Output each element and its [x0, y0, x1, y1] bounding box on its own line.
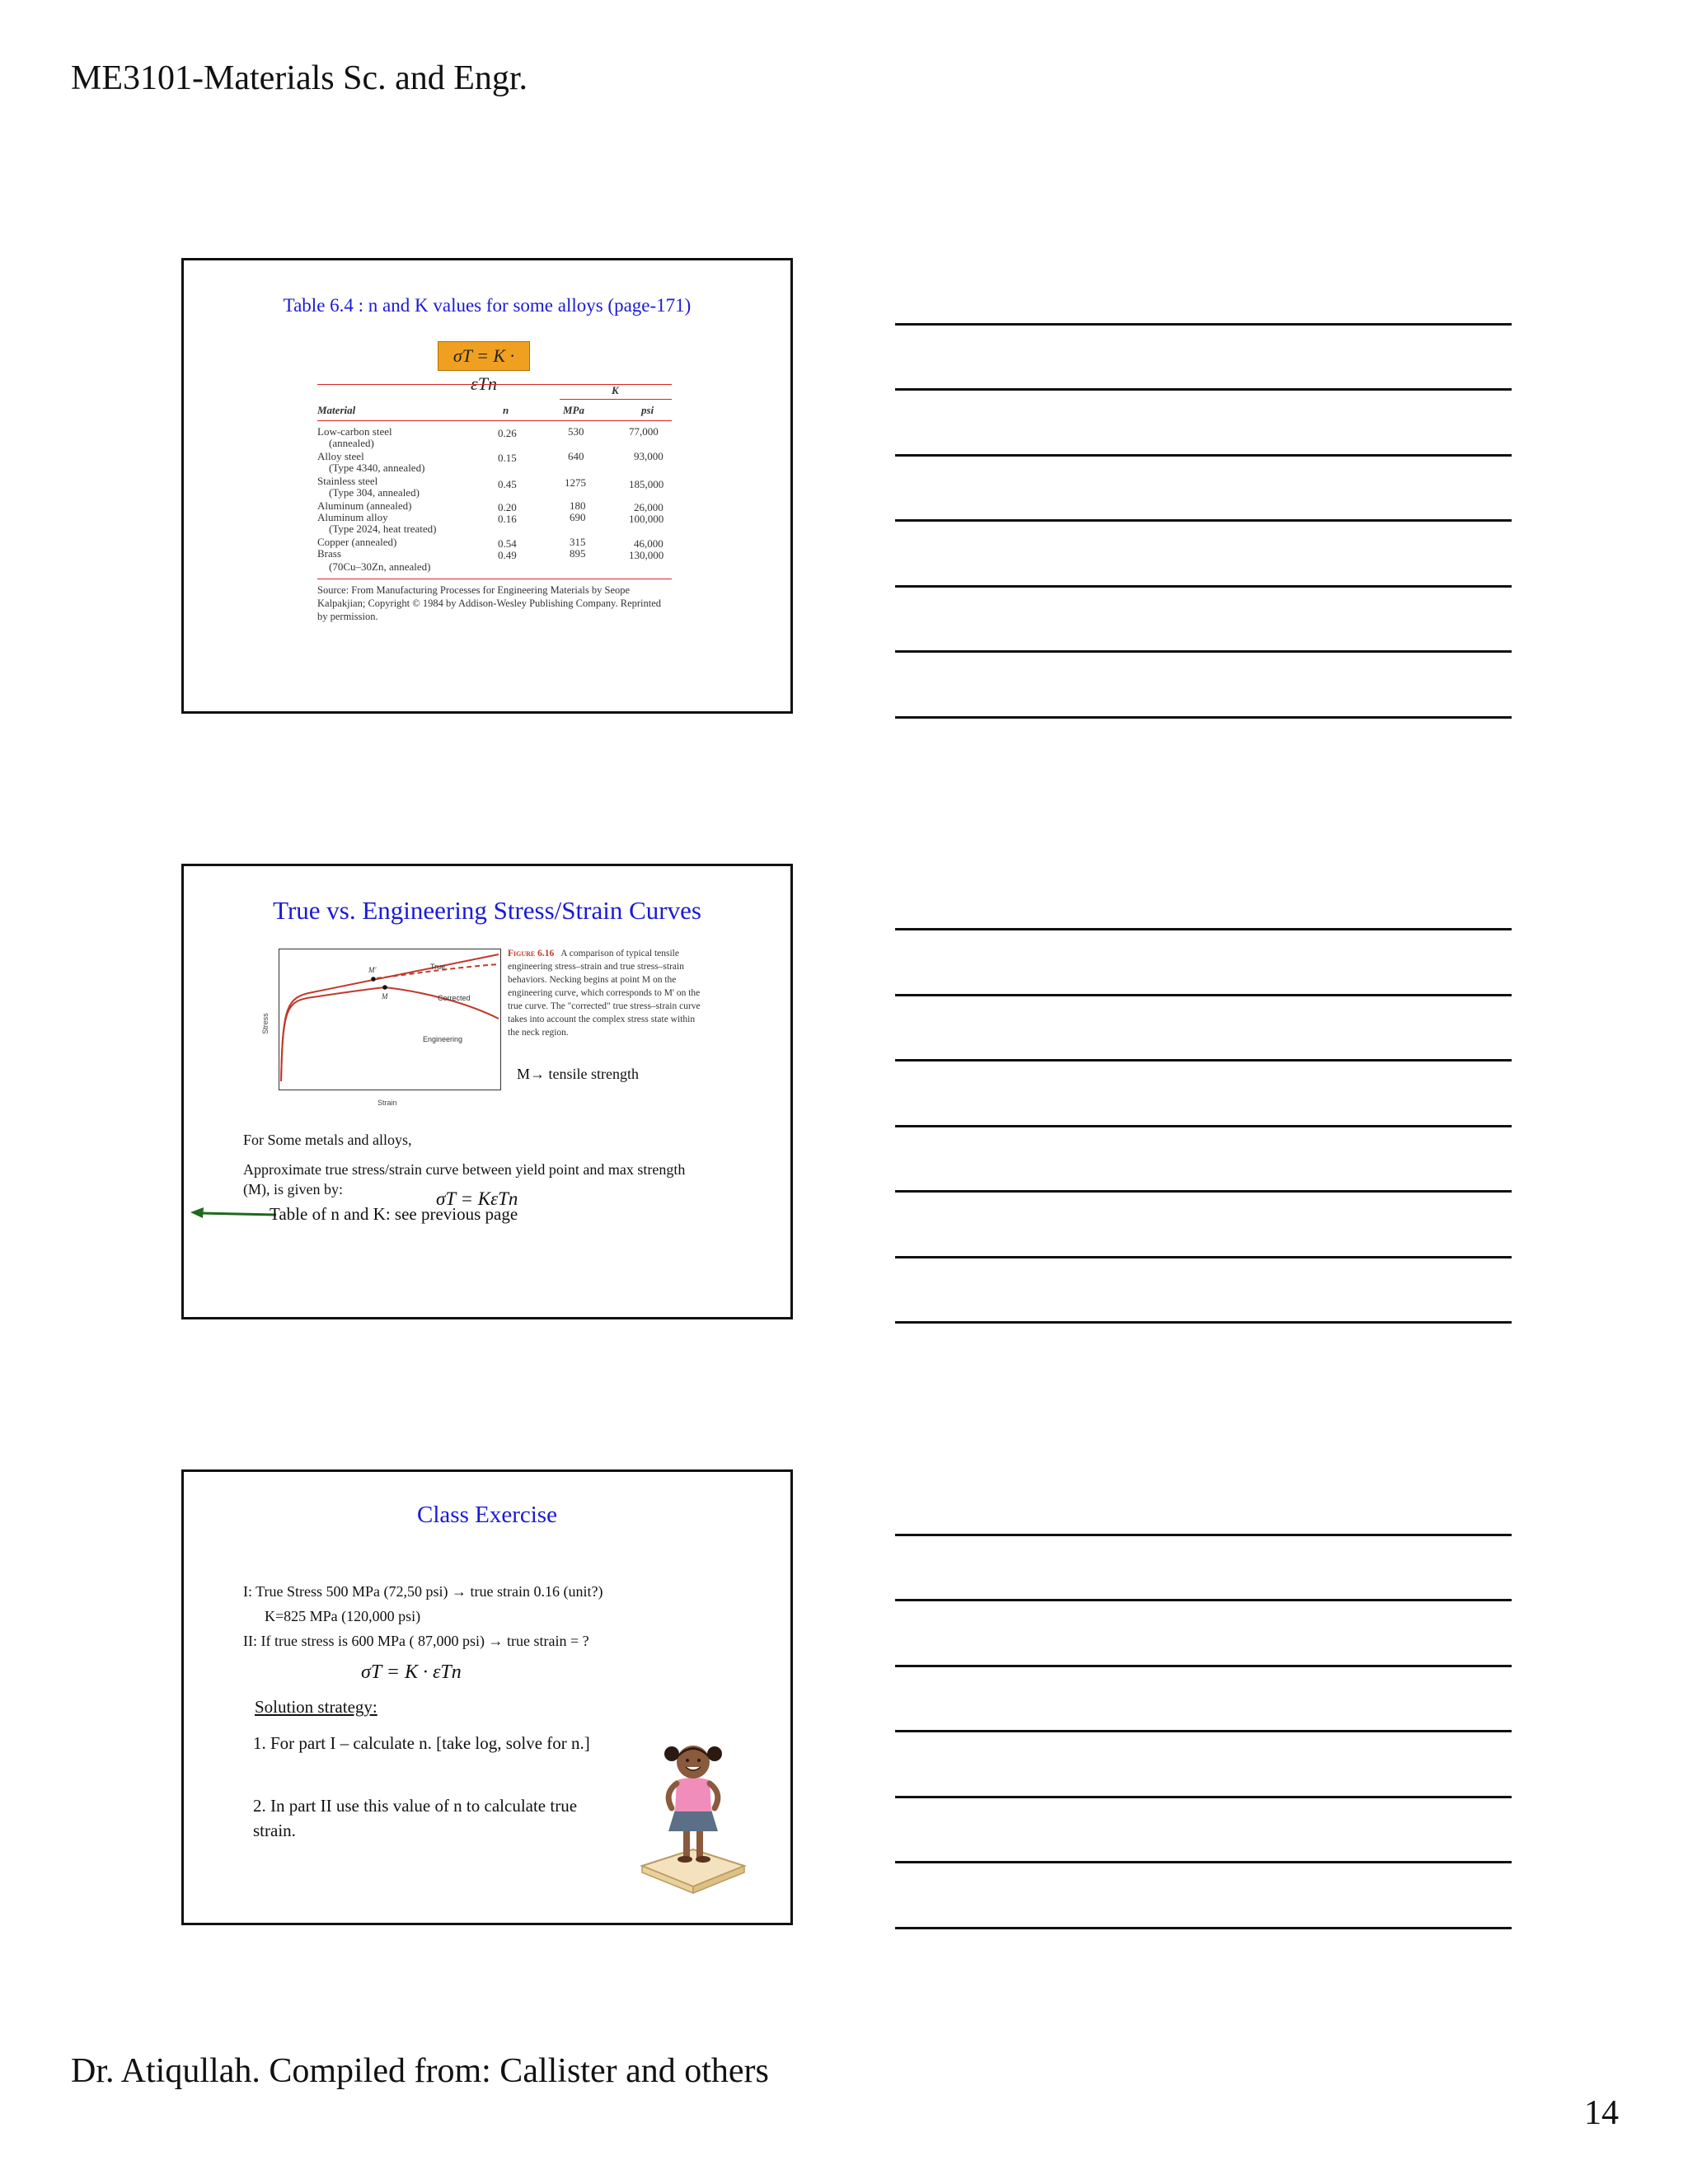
figure-label: Figure 6.16 — [508, 949, 555, 958]
exercise-part-i: I: True Stress 500 MPa (72,50 psi) → true strain 0.16 (unit?) — [243, 1583, 603, 1600]
slide2-title: True vs. Engineering Stress/Strain Curves — [273, 896, 701, 925]
note-line — [895, 1796, 1512, 1798]
note-line — [895, 1190, 1512, 1193]
green-arrow-left-icon — [190, 1206, 278, 1221]
header-k: K — [612, 384, 619, 396]
row-psi: 77,000 — [629, 425, 659, 438]
slide1-title: Table 6.4 : n and K values for some alloys (page-171) — [283, 295, 692, 316]
exercise-part-ii: II: If true stress is 600 MPa ( 87,000 psi) → true strain = ? — [243, 1633, 589, 1649]
note-line — [895, 323, 1512, 326]
row-material: Aluminum alloy — [317, 511, 388, 523]
stress-strain-chart — [279, 949, 501, 1090]
note-line — [895, 1534, 1512, 1536]
row-mpa: 690 — [570, 511, 586, 523]
slide1-formula: σT = K · εTn — [438, 341, 530, 371]
slide2-intro: For Some metals and alloys, — [243, 1132, 412, 1148]
note-line — [895, 1059, 1512, 1062]
row-material: Brass — [317, 547, 341, 560]
row-mpa: 895 — [570, 547, 586, 560]
note-line — [895, 1861, 1512, 1863]
header-material: Material — [317, 404, 356, 416]
row-psi: 100,000 — [629, 513, 664, 525]
note-line — [895, 1321, 1512, 1324]
note-line — [895, 994, 1512, 996]
row-mpa: 315 — [570, 536, 586, 548]
note-line — [895, 1599, 1512, 1601]
slide-true-vs-engineering — [181, 864, 793, 1319]
row-mpa: 530 — [568, 425, 584, 438]
page-header-title: ME3101-Materials Sc. and Engr. — [71, 59, 528, 97]
header-psi: psi — [641, 404, 654, 416]
tensile-strength-note: M→ tensile strength — [517, 1066, 639, 1082]
row-material-sub: (70Cu–30Zn, annealed) — [329, 560, 431, 573]
note-line — [895, 1665, 1512, 1667]
row-psi: 46,000 — [634, 537, 663, 550]
note-line — [895, 1730, 1512, 1732]
strategy-step-2: 2. In part II use this value of n to calculate true strain. — [253, 1796, 578, 1840]
row-material: Aluminum (annealed) — [317, 499, 412, 512]
row-psi: 93,000 — [634, 450, 663, 462]
note-line — [895, 388, 1512, 391]
slide-class-exercise — [181, 1469, 793, 1925]
note-line — [895, 1256, 1512, 1258]
row-psi: 26,000 — [634, 501, 663, 513]
row-mpa: 1275 — [565, 476, 586, 489]
header-n: n — [503, 404, 509, 416]
row-material-sub: (Type 2024, heat treated) — [329, 523, 437, 535]
solution-strategy-label: Solution strategy: — [255, 1697, 377, 1717]
m-prime-point — [371, 977, 376, 982]
table-reference-note: Table of n and K: see previous page — [270, 1204, 518, 1224]
label-engineering: Engineering — [423, 1035, 463, 1043]
table-source-note: Source: From Manufacturing Processes for Engineering Materials by Seope Kalpakjian; Copyright © 1984 by Addison-Wesley Publishing Company. Reprinted by permission. — [317, 584, 662, 622]
figure-caption — [508, 947, 706, 1039]
note-line — [895, 585, 1512, 588]
note-line — [895, 1927, 1512, 1929]
row-psi: 185,000 — [629, 478, 664, 490]
slide-table-n-k — [181, 258, 793, 714]
row-n: 0.15 — [498, 452, 517, 464]
row-material: Alloy steel — [317, 450, 364, 462]
header-mpa: MPa — [563, 404, 584, 416]
row-n: 0.20 — [498, 501, 517, 513]
row-mpa: 180 — [570, 499, 586, 512]
slide2-approx-text: Approximate true stress/strain curve between yield point and max strength (M), is given by: — [243, 1161, 686, 1197]
label-true: True — [430, 963, 446, 971]
row-n: 0.45 — [498, 478, 517, 490]
row-n: 0.16 — [498, 513, 517, 525]
strategy-step-1: 1. For part I – calculate n. [take log, solve for n.] — [253, 1733, 590, 1753]
label-corrected: Corrected — [438, 994, 471, 1002]
k-span-rule — [560, 399, 672, 400]
row-n: 0.49 — [498, 549, 517, 561]
row-mpa: 640 — [568, 450, 584, 462]
note-line — [895, 928, 1512, 930]
row-n: 0.26 — [498, 427, 517, 439]
row-material-sub: (annealed) — [329, 437, 374, 449]
note-line — [895, 519, 1512, 522]
note-line — [895, 716, 1512, 719]
note-line — [895, 1125, 1512, 1127]
row-material: Low-carbon steel — [317, 425, 392, 438]
row-psi: 130,000 — [629, 549, 664, 561]
label-m-prime: M' — [368, 966, 377, 974]
exercise-formula: σT = K · εTn — [361, 1661, 462, 1683]
slide3-title: Class Exercise — [417, 1502, 557, 1528]
note-line — [895, 454, 1512, 457]
page-number: 14 — [1584, 2094, 1619, 2132]
footer-credit: Dr. Atiqullah. Compiled from: Callister and others — [71, 2052, 769, 2090]
row-material-sub: (Type 304, annealed) — [329, 486, 420, 499]
row-material-sub: (Type 4340, annealed) — [329, 462, 425, 474]
label-m: M — [382, 992, 388, 1001]
row-material: Stainless steel — [317, 475, 378, 487]
true-curve — [281, 954, 499, 1081]
girl-on-book-illustration — [635, 1734, 751, 1895]
slide2-formula: σT = KεTn — [436, 1188, 518, 1209]
note-line — [895, 650, 1512, 653]
row-material: Copper (annealed) — [317, 536, 397, 548]
stress-strain-curves-svg — [279, 949, 500, 1090]
row-n: 0.54 — [498, 537, 517, 550]
chart-xlabel: Strain — [377, 1099, 397, 1107]
header-bottom-rule — [317, 420, 672, 421]
figure-caption-text: A comparison of typical tensile engineering stress–strain and true stress–strain behaviors. Necking begins at point M on the engineering curve, which corresponds to M' on the true curve. The "corrected" true stress–strain curve takes into account the complex stress state within the neck region. — [508, 949, 701, 1038]
chart-ylabel: Stress — [260, 1013, 270, 1034]
exercise-k-value: K=825 MPa (120,000 psi) — [265, 1608, 421, 1624]
m-point — [382, 985, 387, 990]
